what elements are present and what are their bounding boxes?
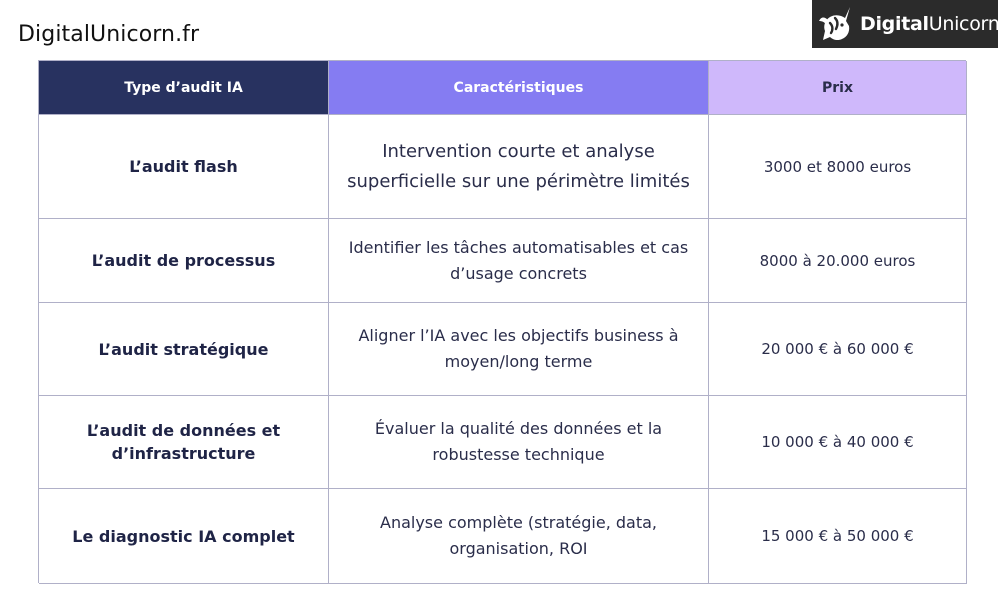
audit-pricing-table	[38, 60, 966, 583]
logo-text: DigitalUnicorn	[860, 13, 1000, 35]
unicorn-head-icon	[816, 4, 862, 44]
audit-price-cell: 15 000 € à 50 000 €	[709, 489, 967, 584]
audit-price-cell: 10 000 € à 40 000 €	[709, 396, 967, 489]
audit-type-cell: L’audit de processus	[39, 219, 329, 303]
column-header-price: Prix	[709, 61, 967, 115]
audit-description-cell: Analyse complète (stratégie, data, organisation, ROI	[329, 489, 709, 584]
column-header-characteristics: Caractéristiques	[329, 61, 709, 115]
audit-description-cell: Évaluer la qualité des données et la robustesse technique	[329, 396, 709, 489]
audit-type-cell: L’audit stratégique	[39, 303, 329, 396]
audit-price-cell: 3000 et 8000 euros	[709, 115, 967, 219]
audit-price-cell: 20 000 € à 60 000 €	[709, 303, 967, 396]
column-header-type: Type d’audit IA	[39, 61, 329, 115]
audit-description-cell: Intervention courte et analyse superficielle sur une périmètre limités	[329, 115, 709, 219]
audit-type-cell: L’audit flash	[39, 115, 329, 219]
audit-type-cell: L’audit de données et d’infrastructure	[39, 396, 329, 489]
audit-description-cell: Aligner l’IA avec les objectifs business à moyen/long terme	[329, 303, 709, 396]
audit-description-cell: Identifier les tâches automatisables et cas d’usage concrets	[329, 219, 709, 303]
audit-price-cell: 8000 à 20.000 euros	[709, 219, 967, 303]
brand-logo[interactable]	[812, 0, 998, 48]
site-title: DigitalUnicorn.fr	[18, 22, 200, 47]
audit-type-cell: Le diagnostic IA complet	[39, 489, 329, 584]
